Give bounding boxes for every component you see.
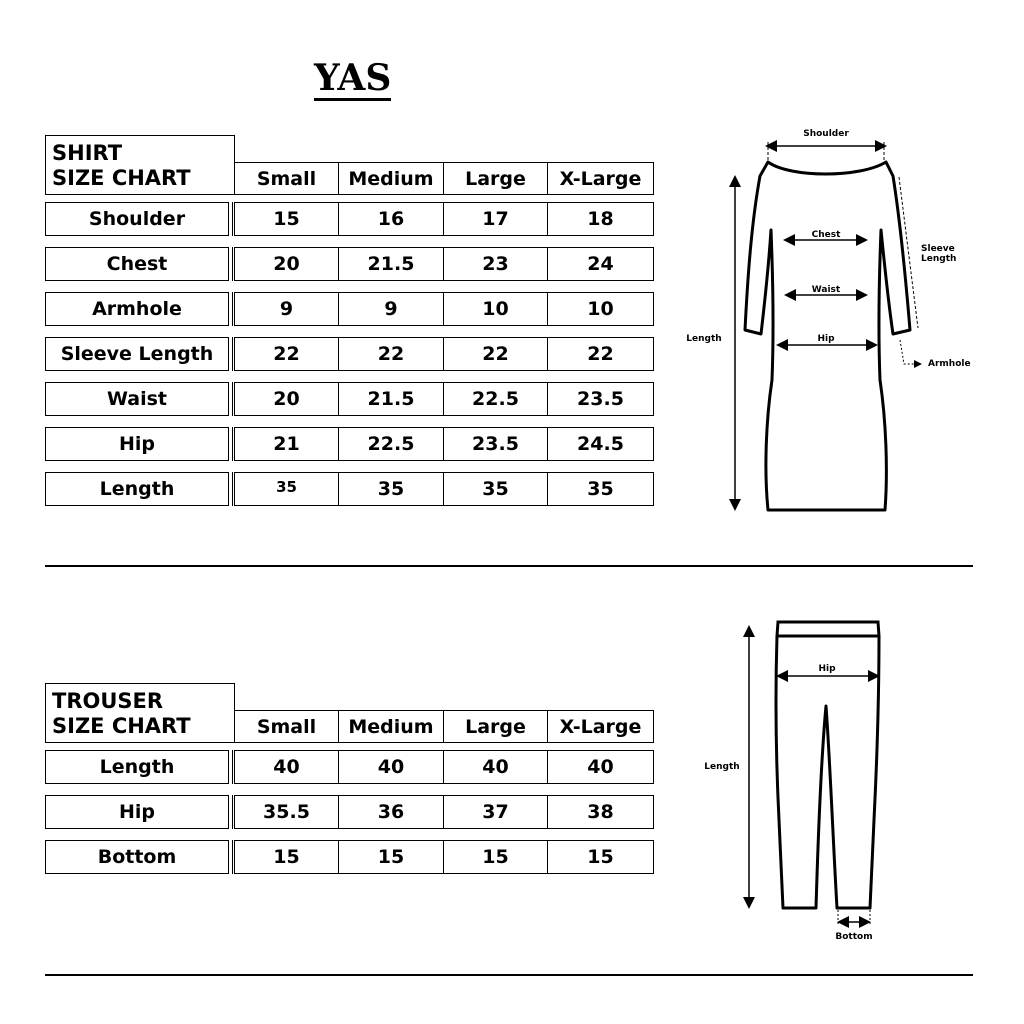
shirt-title-line2: SIZE CHART — [52, 166, 191, 190]
shirt-value-cell: 23.5 — [547, 382, 654, 416]
label-length: Length — [686, 334, 722, 344]
shirt-value-cell: 17 — [443, 202, 548, 236]
trouser-value-cell: 15 — [338, 840, 444, 874]
trouser-chart-title — [45, 683, 235, 743]
trouser-value-cell: 15 — [234, 840, 339, 874]
label-waist: Waist — [811, 285, 841, 295]
trouser-size-header: X-Large — [547, 710, 654, 743]
shirt-value-cell: 21 — [234, 427, 339, 461]
trouser-value-cell: 37 — [443, 795, 548, 829]
shirt-value-cell: 15 — [234, 202, 339, 236]
shirt-row-label: Sleeve Length — [45, 337, 229, 371]
shirt-size-header: Medium — [338, 162, 444, 195]
shirt-value-cell: 23.5 — [443, 427, 548, 461]
trouser-value-cell: 40 — [443, 750, 548, 784]
shirt-value-cell: 22.5 — [338, 427, 444, 461]
label-trouser-length: Length — [704, 762, 740, 772]
shirt-value-cell: 35 — [547, 472, 654, 506]
trouser-value-cell: 15 — [547, 840, 654, 874]
shirt-value-cell: 22 — [443, 337, 548, 371]
shirt-size-header: Large — [443, 162, 548, 195]
trouser-title-line1: TROUSER — [52, 689, 164, 713]
trouser-row-label: Bottom — [45, 840, 229, 874]
shirt-value-cell: 16 — [338, 202, 444, 236]
trouser-value-cell: 40 — [338, 750, 444, 784]
shirt-row-label: Chest — [45, 247, 229, 281]
shirt-value-cell: 10 — [443, 292, 548, 326]
shirt-value-cell: 10 — [547, 292, 654, 326]
shirt-row-label: Hip — [45, 427, 229, 461]
trouser-size-header: Small — [234, 710, 339, 743]
trouser-value-cell: 40 — [234, 750, 339, 784]
shirt-value-cell: 9 — [234, 292, 339, 326]
trouser-size-header: Large — [443, 710, 548, 743]
trouser-row-label: Hip — [45, 795, 229, 829]
shirt-row-label: Waist — [45, 382, 229, 416]
shirt-size-header: X-Large — [547, 162, 654, 195]
shirt-value-cell: 22 — [234, 337, 339, 371]
shirt-value-cell: 22.5 — [443, 382, 548, 416]
shirt-value-cell: 35 — [234, 472, 339, 506]
shirt-value-cell: 35 — [443, 472, 548, 506]
label-shoulder: Shoulder — [803, 129, 849, 139]
section-divider — [45, 565, 973, 567]
shirt-value-cell: 24.5 — [547, 427, 654, 461]
label-sleeve-length-2: Length — [921, 254, 957, 264]
shirt-row-label: Length — [45, 472, 229, 506]
shirt-chart-title — [45, 135, 235, 195]
shirt-value-cell: 23 — [443, 247, 548, 281]
shirt-value-cell: 35 — [338, 472, 444, 506]
shirt-value-cell: 20 — [234, 247, 339, 281]
shirt-value-cell: 18 — [547, 202, 654, 236]
shirt-value-cell: 21.5 — [338, 247, 444, 281]
shirt-value-cell: 21.5 — [338, 382, 444, 416]
shirt-row-label: Shoulder — [45, 202, 229, 236]
label-trouser-bottom: Bottom — [835, 932, 873, 942]
brand-logo: YAS — [314, 57, 392, 99]
shirt-row-label: Armhole — [45, 292, 229, 326]
trouser-value-cell: 36 — [338, 795, 444, 829]
label-hip: Hip — [817, 334, 835, 344]
shirt-value-cell: 9 — [338, 292, 444, 326]
trouser-value-cell: 15 — [443, 840, 548, 874]
label-sleeve-length-1: Sleeve — [921, 244, 955, 254]
bottom-divider — [45, 974, 973, 976]
shirt-title-line1: SHIRT — [52, 141, 123, 165]
shirt-size-header: Small — [234, 162, 339, 195]
shirt-value-cell: 22 — [338, 337, 444, 371]
trouser-outline — [777, 622, 879, 636]
shirt-value-cell: 22 — [547, 337, 654, 371]
label-armhole: Armhole — [928, 359, 971, 369]
shirt-value-cell: 24 — [547, 247, 654, 281]
trouser-value-cell: 38 — [547, 795, 654, 829]
trouser-title-line2: SIZE CHART — [52, 714, 191, 738]
trouser-size-header: Medium — [338, 710, 444, 743]
label-chest: Chest — [811, 230, 841, 240]
trouser-value-cell: 40 — [547, 750, 654, 784]
shirt-value-cell: 20 — [234, 382, 339, 416]
label-trouser-hip: Hip — [818, 664, 836, 674]
trouser-value-cell: 35.5 — [234, 795, 339, 829]
trouser-row-label: Length — [45, 750, 229, 784]
shirt-outline — [745, 162, 910, 510]
